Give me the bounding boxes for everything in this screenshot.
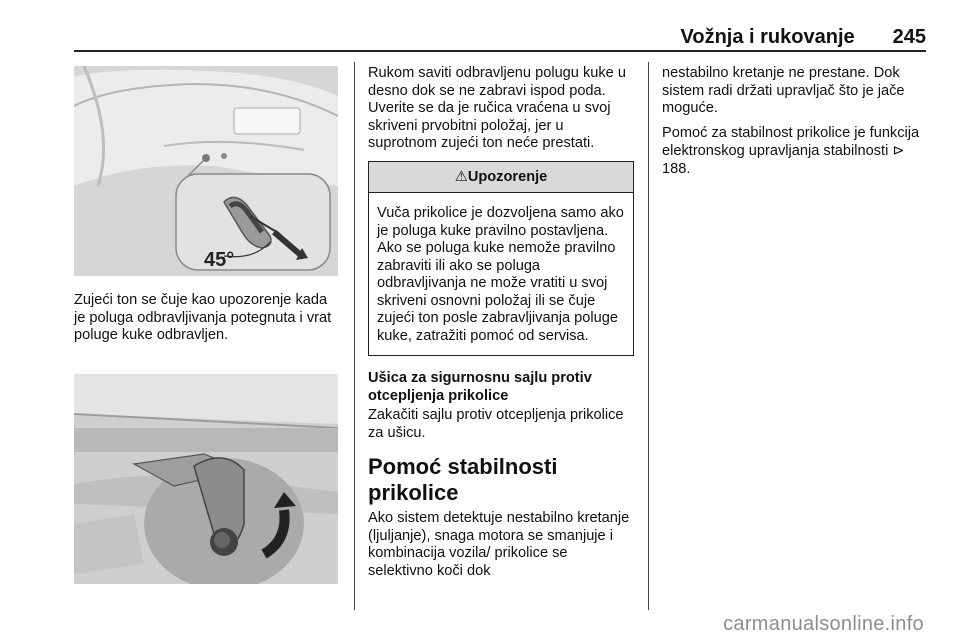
figure-towbar-release (74, 66, 338, 276)
warning-text: Vuča prikolice je dozvoljena samo ako je poluga kuke pravilno postavljena. Ako se poluga kuke nemože pravilno zabraviti ili ako se poluga odbravljivanja ne može vratiti u svoj skriveni osnovni položaj ili se čuje zujeći ton posle zabravljivanja poluge kuke, zatražiti pomoć od servisa. (377, 205, 624, 344)
header-rule (74, 50, 926, 52)
page-number: 245 (892, 26, 926, 48)
watermark: carmanualsonline.info (723, 613, 924, 635)
col3-paragraph-1: nestabilno kretanje ne prestane. Dok sistem radi držati upravljač što je jače moguće. (662, 65, 905, 116)
column-2 (368, 65, 634, 587)
col3-paragraph-2 (662, 125, 928, 179)
subheading-safety-eyelet: Ušica za sigurnosnu sajlu protiv otcepljenja prikolice (368, 370, 592, 404)
col2-paragraph-1: Rukom saviti odbravljenu polugu kuke u desno dok se ne zabravi ispod poda. Uverite se da je ručica vraćena u svoj skriveni prvobitni položaj, jer u suprotnom zujeći ton neće prestati. (368, 65, 626, 151)
warning-icon: ⚠ (454, 167, 468, 185)
col3-paragraph-2-text: Pomoć za stabilnost prikolice je funkcija elektronskog upravljanja stabilnosti (662, 124, 920, 159)
figure-towbar-rotate-drawing (74, 374, 338, 584)
figure-towbar-release-drawing (74, 66, 338, 276)
column-divider-1 (354, 62, 355, 610)
angle-label: 45° (204, 249, 235, 271)
col2-paragraph-3: Ako sistem detektuje nestabilno kretanje (ljuljanje), snaga motora se smanjuje i kombinacija vozila/ prikolice se selektivno koči dok (368, 510, 630, 579)
page-reference-link[interactable]: 188. (662, 160, 691, 177)
section-title: Vožnja i rukovanje (680, 26, 855, 48)
warning-header (369, 162, 633, 194)
column-1 (74, 292, 342, 352)
warning-box (368, 161, 634, 357)
column-divider-2 (648, 62, 649, 610)
col2-paragraph-2: Zakačiti sajlu protiv otcepljenja prikolice za ušicu. (368, 407, 624, 441)
col1-paragraph-1: Zujeći ton se čuje kao upozorenje kada je poluga odbravljivanja potegnuta i vrat poluge kuke odbravljen. (74, 292, 332, 343)
page-reference-arrow-icon: ⊳ (892, 142, 905, 159)
column-3 (662, 65, 928, 185)
figure-towbar-rotate (74, 374, 338, 584)
running-header (681, 26, 927, 49)
warning-title: Upozorenje (467, 168, 548, 185)
section-heading: Pomoć stabilnosti prikolice (368, 454, 558, 505)
